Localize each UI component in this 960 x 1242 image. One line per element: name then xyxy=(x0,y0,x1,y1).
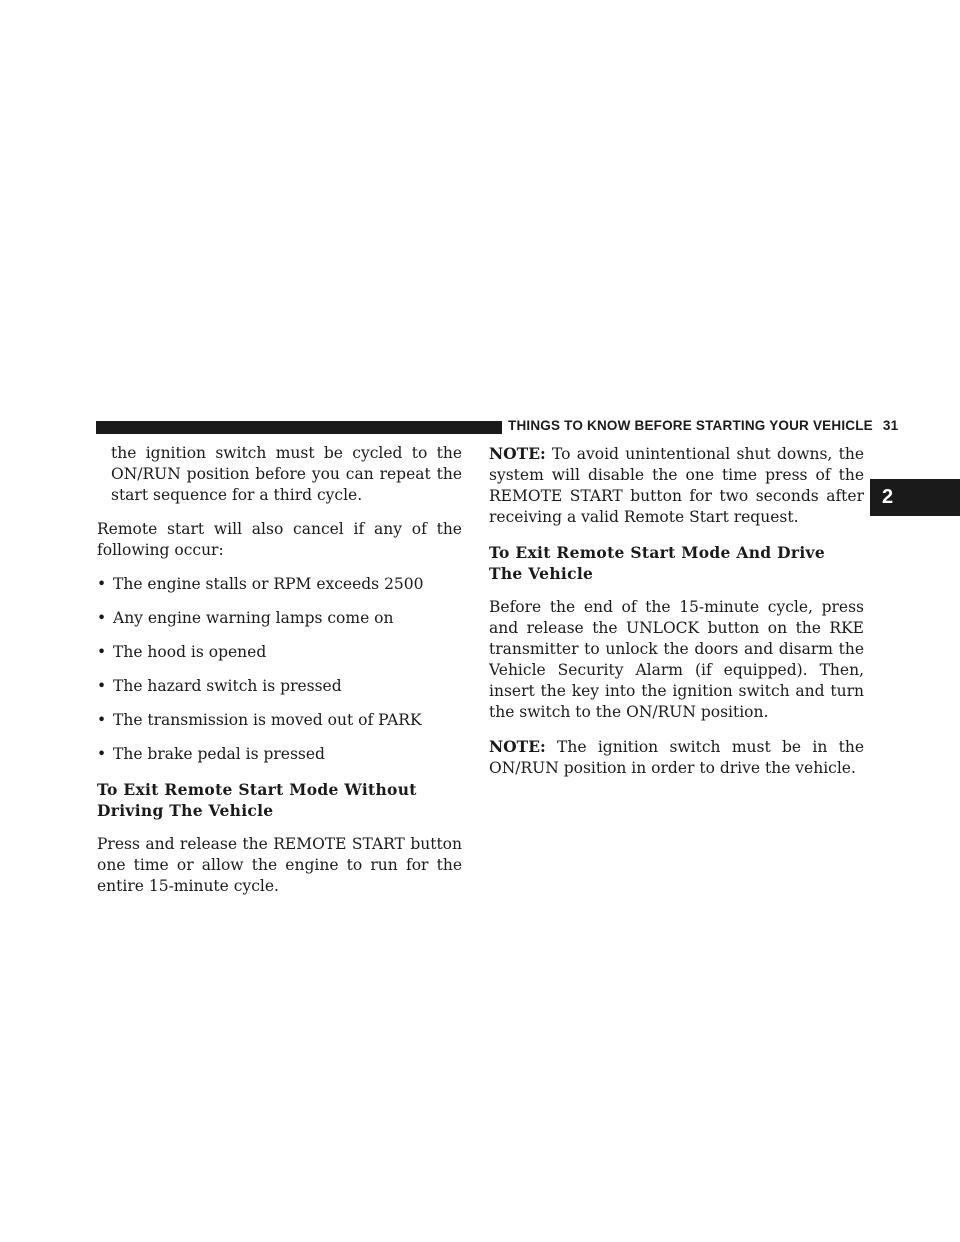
cancel-conditions-list xyxy=(97,574,462,765)
list-item-text: The transmission is moved out of PARK xyxy=(113,711,422,729)
list-item-text: The hazard switch is pressed xyxy=(113,677,342,695)
bullet-icon: • xyxy=(97,677,107,695)
section-title: THINGS TO KNOW BEFORE STARTING YOUR VEHICLE xyxy=(508,418,873,433)
running-header xyxy=(508,418,898,433)
list-item-text: Any engine warning lamps come on xyxy=(113,609,394,627)
heading-exit-and-drive: To Exit Remote Start Mode And Drive The Vehicle xyxy=(489,543,825,583)
chapter-number: 2 xyxy=(882,486,894,508)
list-item-text: The brake pedal is pressed xyxy=(113,745,325,763)
bullet-icon: • xyxy=(97,711,107,729)
chapter-tab xyxy=(870,479,960,516)
note-paragraph-2 xyxy=(489,736,864,779)
note-paragraph-1 xyxy=(489,443,864,528)
list-item xyxy=(97,642,462,663)
list-item xyxy=(97,574,462,595)
cancel-intro: Remote start will also cancel if any of the following occur: xyxy=(97,520,462,559)
exit-and-drive-paragraph: Before the end of the 15-minute cycle, press and release the UNLOCK button on the RKE transmitter to unlock the doors and disarm the Vehicle Security Alarm (if equipped). Then, insert the key into the ignition switch and turn the switch to the ON/RUN position. xyxy=(489,598,864,721)
heading-exit-without-driving: To Exit Remote Start Mode Without Driving The Vehicle xyxy=(97,780,417,820)
header-rule xyxy=(96,421,502,434)
right-column xyxy=(489,443,864,779)
list-item xyxy=(97,676,462,697)
list-item-text: The hood is opened xyxy=(113,643,267,661)
list-item-text: The engine stalls or RPM exceeds 2500 xyxy=(113,575,424,593)
list-item xyxy=(97,744,462,765)
bullet-icon: • xyxy=(97,745,107,763)
bullet-icon: • xyxy=(97,643,107,661)
note-label: NOTE: xyxy=(489,737,546,756)
note-label: NOTE: xyxy=(489,444,546,463)
continued-paragraph: the ignition switch must be cycled to the ON/RUN position before you can repeat the start sequence for a third cycle. xyxy=(111,444,462,504)
page-number: 31 xyxy=(882,418,899,433)
bullet-icon: • xyxy=(97,609,107,627)
list-item xyxy=(97,608,462,629)
list-item xyxy=(97,710,462,731)
exit-without-driving-paragraph: Press and release the REMOTE START button one time or allow the engine to run for the entire 15-minute cycle. xyxy=(97,835,462,895)
note-text: To avoid unintentional shut downs, the system will disable the one time press of the REMOTE START button for two seconds after receiving a valid Remote Start request. xyxy=(489,445,864,526)
left-column xyxy=(97,443,462,897)
bullet-icon: • xyxy=(97,575,107,593)
note-text: The ignition switch must be in the ON/RUN position in order to drive the vehicle. xyxy=(489,738,864,777)
